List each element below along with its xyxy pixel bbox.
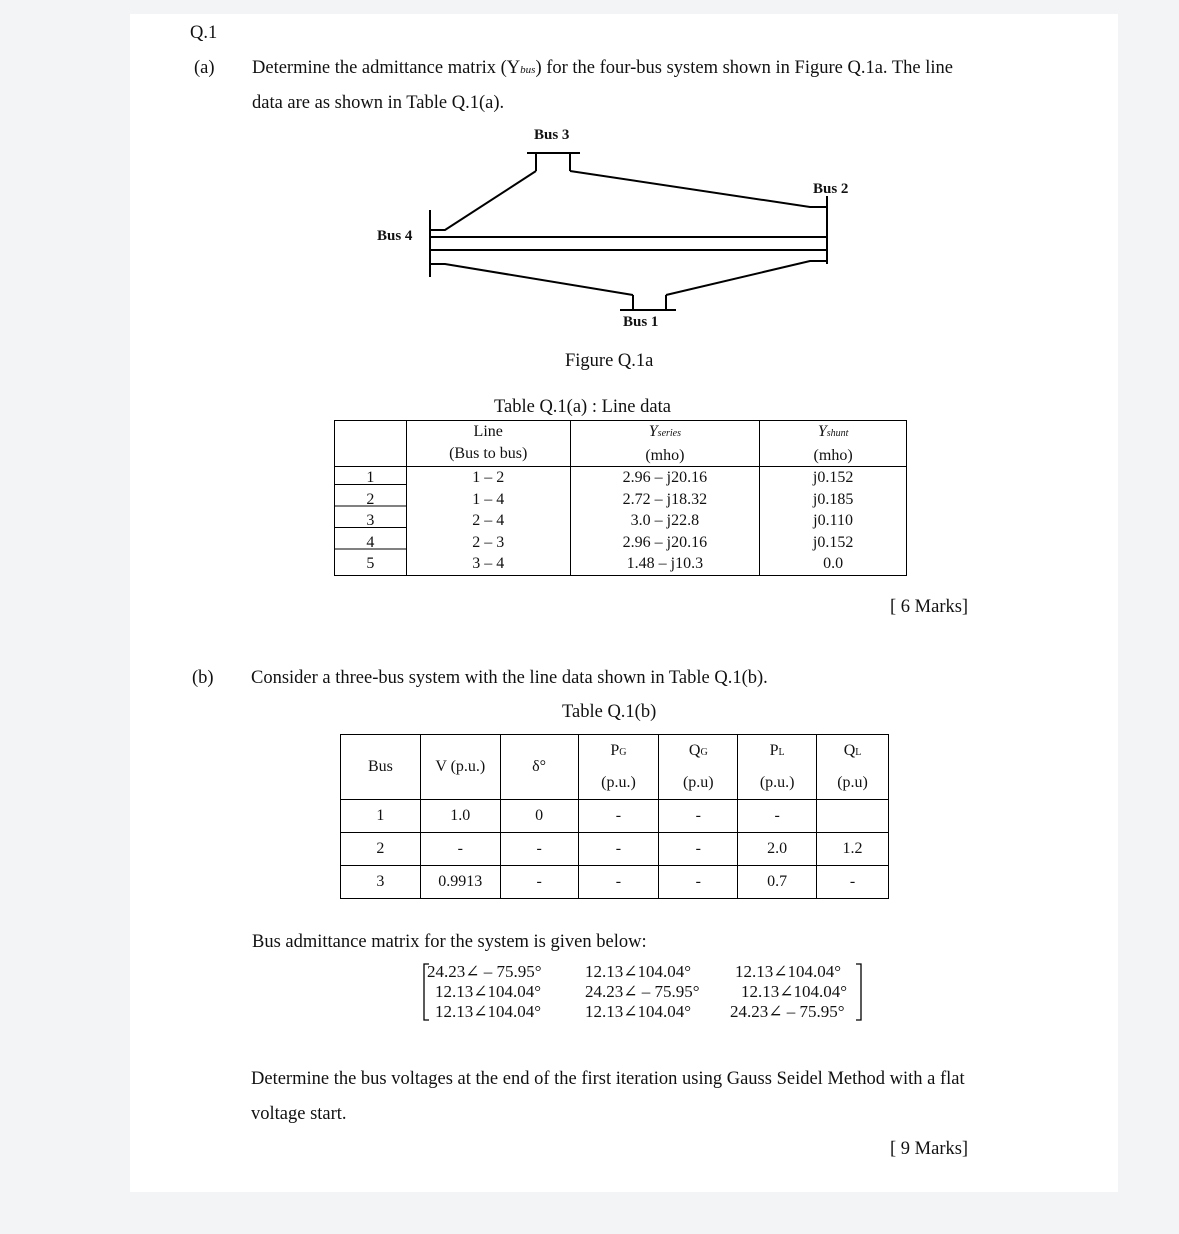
figure-caption: Figure Q.1a xyxy=(565,351,654,371)
matrix-row-2: 12.13∠104.04° 24.23∠ – 75.95° 12.13∠104.04° xyxy=(435,982,848,1001)
bus-row-1: 1 1.0 0 - - - xyxy=(341,800,889,833)
col-yshunt: j0.152 j0.185 j0.110 j0.152 0.0 xyxy=(760,467,907,576)
header-ql: QL (p.u) xyxy=(817,735,889,800)
bus-row-2: 2 - - - - 2.0 1.2 xyxy=(341,833,889,866)
part-a-label: (a) xyxy=(194,58,215,78)
line-data-table xyxy=(334,420,907,576)
col-line: 1 – 2 1 – 4 2 – 4 2 – 3 3 – 4 xyxy=(406,467,570,576)
bus2-label: Bus 2 xyxy=(813,181,849,197)
determine-line2: voltage start. xyxy=(251,1104,347,1124)
header-qg: QG (p.u) xyxy=(659,735,738,800)
line-table-title: Table Q.1(a) : Line data xyxy=(494,397,671,417)
table-body-row xyxy=(335,467,907,576)
part-a-text-line2: data are as shown in Table Q.1(a). xyxy=(252,93,505,113)
header-no xyxy=(335,421,407,467)
table-header-row xyxy=(335,421,907,467)
header-line: Line (Bus to bus) xyxy=(406,421,570,467)
part-a-text-line1: Determine the admittance matrix (Ybus) for the four-bus system shown in Figure Q.1a. The line xyxy=(252,58,953,78)
part-a-marks: [ 6 Marks] xyxy=(890,597,969,617)
bus3-label: Bus 3 xyxy=(534,127,570,143)
part-b-text: Consider a three-bus system with the line data shown in Table Q.1(b). xyxy=(251,668,768,688)
col-yseries: 2.96 – j20.16 2.72 – j18.32 3.0 – j22.8 2.96 – j20.16 1.48 – j10.3 xyxy=(570,467,760,576)
determine-line1: Determine the bus voltages at the end of the first iteration using Gauss Seidel Method with a flat xyxy=(251,1069,965,1089)
bus-table-header xyxy=(341,735,889,800)
bus1-label: Bus 1 xyxy=(623,314,659,330)
header-pl: PL (p.u.) xyxy=(738,735,817,800)
header-pg: PG (p.u.) xyxy=(578,735,659,800)
number-column-lines xyxy=(334,463,408,573)
bus-data-table xyxy=(340,734,889,899)
admittance-matrix xyxy=(427,962,847,1022)
header-bus: Bus xyxy=(341,735,421,800)
four-bus-figure xyxy=(370,124,870,354)
part-b-label: (b) xyxy=(192,668,214,688)
question-page xyxy=(130,14,1118,1192)
matrix-intro: Bus admittance matrix for the system is given below: xyxy=(252,932,647,952)
bus-row-3: 3 0.9913 - - - 0.7 - xyxy=(341,866,889,899)
header-v: V (p.u.) xyxy=(420,735,500,800)
part-b-marks: [ 9 Marks] xyxy=(890,1139,969,1159)
bus4-label: Bus 4 xyxy=(377,228,413,244)
col-no: 1 2 3 4 5 xyxy=(335,467,407,576)
question-number: Q.1 xyxy=(190,23,218,43)
header-yseries: Yseries (mho) xyxy=(570,421,760,467)
header-delta: δ° xyxy=(500,735,578,800)
header-yshunt: Yshunt (mho) xyxy=(760,421,907,467)
matrix-row-1: 24.23∠ – 75.95° 12.13∠104.04° 12.13∠104.04° xyxy=(427,962,842,981)
bus-table-title: Table Q.1(b) xyxy=(562,702,657,722)
matrix-row-3: 12.13∠104.04° 12.13∠104.04° 24.23∠ – 75.95° xyxy=(435,1002,845,1021)
